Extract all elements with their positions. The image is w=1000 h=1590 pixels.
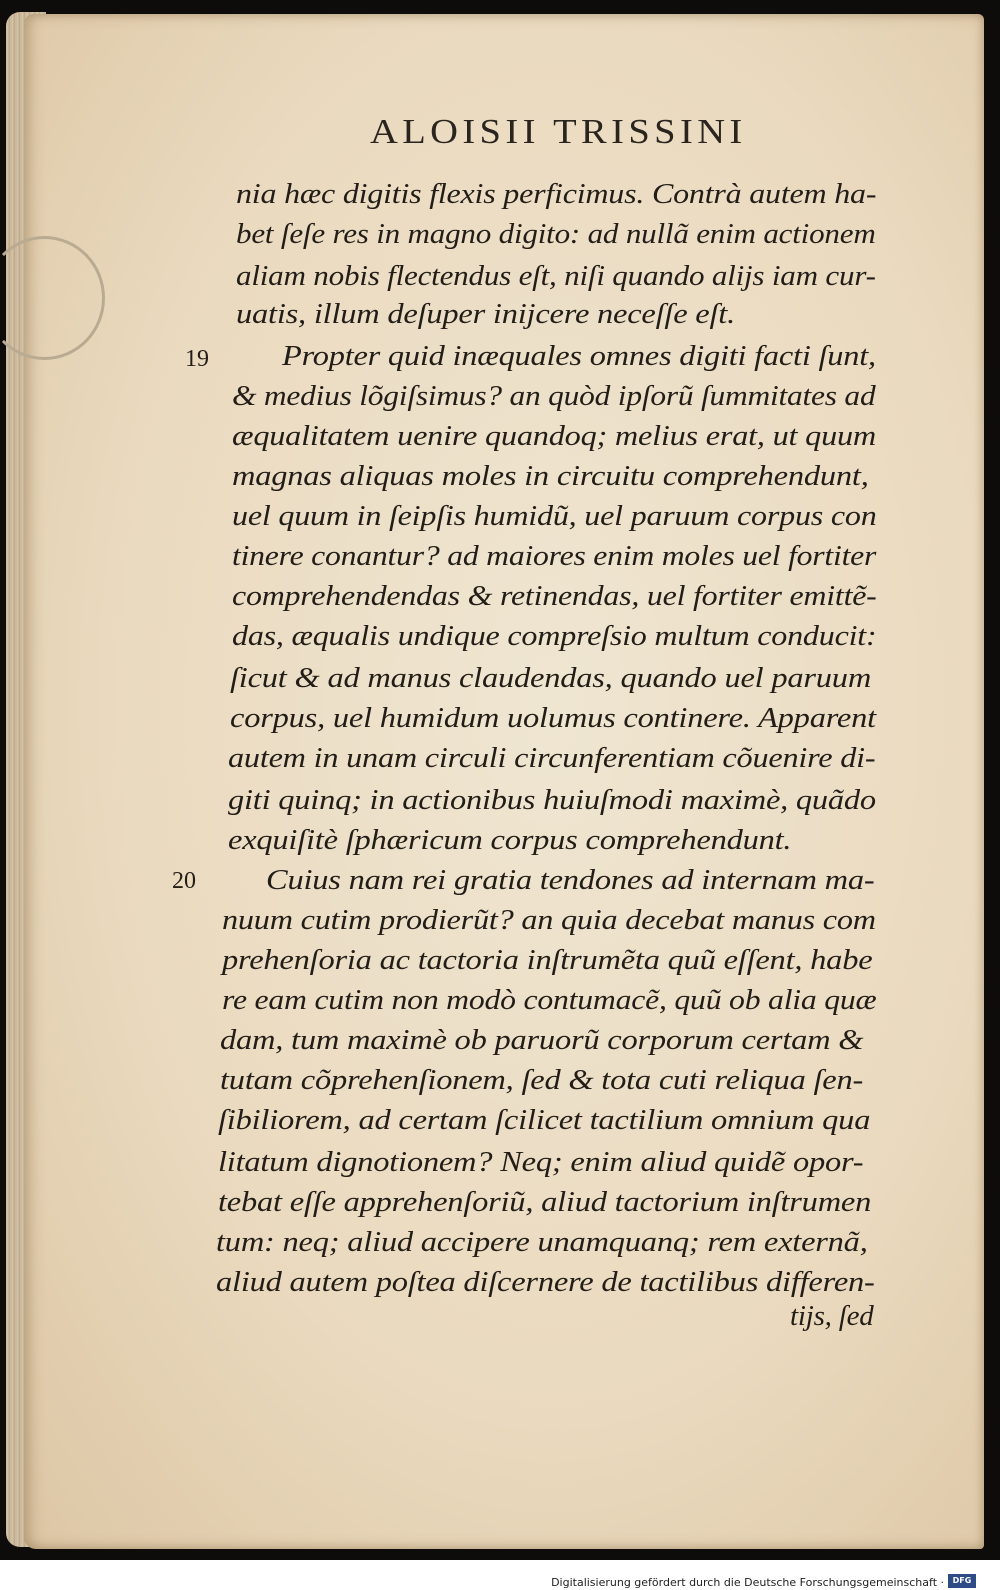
text-line: aliud autem poſtea diſcernere de tactilibus differen- xyxy=(216,1266,875,1298)
text-line: aliam nobis flectendus eſt, niſi quando alijs iam cur- xyxy=(236,260,876,292)
text-line: tinere conantur? ad maiores enim moles uel fortiter xyxy=(232,540,877,572)
text-line: nuum cutim prodierũt? an quia decebat manus com xyxy=(222,904,876,936)
text-line: Propter quid inæquales omnes digiti facti ſunt, xyxy=(282,340,876,372)
running-head: ALOISII TRISSINI xyxy=(370,112,747,151)
text-line: autem in unam circuli circunferentiam cõuenire di- xyxy=(228,742,876,774)
bookmark-tab xyxy=(0,236,105,360)
dfg-credit: Digitalisierung gefördert durch die Deutsche Forschungsgemeinschaft · xyxy=(551,1576,944,1589)
text-line: re eam cutim non modò contumacẽ, quũ ob alia quæ xyxy=(222,984,877,1016)
text-line: bet ſeſe res in magno digito: ad nullã enim actionem xyxy=(236,218,876,250)
catchword: tijs, ſed xyxy=(790,1300,874,1332)
text-line: comprehendendas & retinendas, uel fortiter emittẽ- xyxy=(232,580,877,612)
section-number: 19 xyxy=(185,346,209,372)
text-line: Cuius nam rei gratia tendones ad internam ma- xyxy=(266,864,875,896)
text-line: dam, tum maximè ob paruorũ corporum certam & xyxy=(220,1024,864,1056)
text-line: prehenſoria ac tactoria inſtrumẽta quũ eſſent, habe xyxy=(222,944,873,976)
text-line: litatum dignotionem? Neq; enim aliud quidẽ opor- xyxy=(218,1146,864,1178)
text-line: das, æqualis undique compreſsio multum conducit: xyxy=(232,620,877,652)
text-line: uatis, illum deſuper inijcere neceſſe eſt. xyxy=(236,298,736,330)
text-line: tutam cõprehenſionem, ſed & tota cuti reliqua ſen- xyxy=(220,1064,864,1096)
section-number: 20 xyxy=(172,868,196,894)
text-line: giti quinq; in actionibus huiuſmodi maximè, quãdo xyxy=(228,784,876,816)
text-line: uel quum in ſeipſis humidũ, uel paruum corpus con xyxy=(232,500,877,532)
text-line: nia hæc digitis flexis perficimus. Contrà autem ha- xyxy=(236,178,877,210)
dfg-logo: DFG xyxy=(948,1574,976,1588)
text-line: ſicut & ad manus claudendas, quando uel paruum xyxy=(230,662,872,694)
text-line: exquiſitè ſphæricum corpus comprehendunt. xyxy=(228,824,792,856)
text-line: æqualitatem uenire quandoq; melius erat, ut quum xyxy=(232,420,877,452)
text-line: & medius lõgiſsimus? an quòd ipſorũ ſummitates ad xyxy=(232,380,876,412)
text-line: magnas aliquas moles in circuitu comprehendunt, xyxy=(232,460,869,492)
text-line: tebat eſſe apprehenſoriũ, aliud tactorium inſtrumen xyxy=(218,1186,872,1218)
text-line: ſibiliorem, ad certam ſcilicet tactilium omnium qua xyxy=(218,1104,871,1136)
text-line: corpus, uel humidum uolumus continere. Apparent xyxy=(230,702,876,734)
text-line: tum: neq; aliud accipere unamquanq; rem externã, xyxy=(216,1226,868,1258)
